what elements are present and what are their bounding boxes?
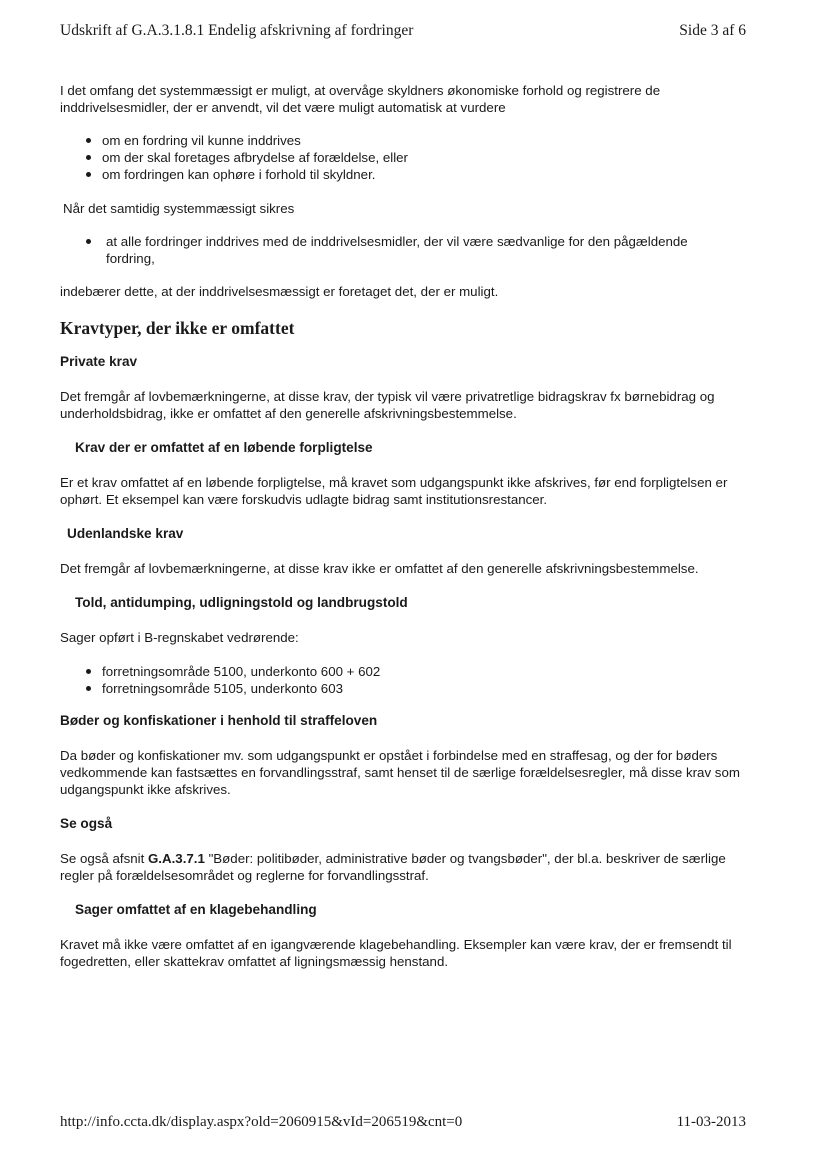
se-ogsaa-heading: Se også [60, 816, 113, 831]
document-body [60, 82, 750, 970]
klage-text: Kravet må ikke være omfattet af en igangværende klagebehandling. Eksempler kan være krav, der er fremsendt til fogedretten, eller skattekrav omfattet af ligningsmæssig henstand. [60, 937, 732, 969]
loebende-heading: Krav der er omfattet af en løbende forpligtelse [75, 440, 373, 455]
intro-paragraph-3: indebærer dette, at der inddrivelsesmæssigt er foretaget det, der er muligt. [60, 284, 499, 299]
klage-heading: Sager omfattet af en klagebehandling [75, 902, 317, 917]
intro-bullet-list-2 [60, 233, 750, 267]
list-item: forretningsområde 5105, underkonto 603 [60, 680, 750, 697]
list-item: at alle fordringer inddrives med de inddrivelsesmidler, der vil være sædvanlige for den pågældende fordring, [60, 233, 750, 267]
told-heading: Told, antidumping, udligningstold og landbrugstold [75, 595, 408, 610]
private-krav-heading: Private krav [60, 354, 138, 369]
told-text: Sager opført i B-regnskabet vedrørende: [60, 630, 299, 645]
loebende-text: Er et krav omfattet af en løbende forpligtelse, må kravet som udgangspunkt ikke afskrives, før end forpligtelsen er ophørt. Et eksempel kan være forskudvis udlagte bidrag samt institutionsrestancer. [60, 475, 728, 507]
intro-paragraph-2: Når det samtidig systemmæssigt sikres [63, 201, 295, 216]
se-ogsaa-text: Se også afsnit G.A.3.7.1 "Bøder: politibøder, administrative bøder og tvangsbøder", der bl.a. beskriver de særlige regler på forældelsesområdet og reglerne for forvandlingsstraf. [60, 851, 726, 883]
document-title: Udskrift af G.A.3.1.8.1 Endelig afskrivning af fordringer [60, 22, 414, 39]
told-bullet-list [60, 663, 750, 697]
cross-reference: G.A.3.7.1 [147, 851, 205, 866]
print-date: 11-03-2013 [676, 1114, 746, 1130]
source-url: http://info.ccta.dk/display.aspx?old=2060915&vId=206519&cnt=0 [60, 1114, 463, 1130]
list-item: om der skal foretages afbrydelse af forældelse, eller [60, 149, 750, 166]
list-item: om en fordring vil kunne inddrives [60, 132, 750, 149]
udenlandske-text: Det fremgår af lovbemærkningerne, at disse krav ikke er omfattet af den generelle afskrivningsbestemmelse. [60, 561, 699, 576]
boeder-heading: Bøder og konfiskationer i henhold til straffeloven [60, 713, 378, 728]
print-header [60, 22, 746, 40]
udenlandske-heading: Udenlandske krav [67, 526, 184, 541]
intro-paragraph: I det omfang det systemmæssigt er muligt, at overvåge skyldners økonomiske forhold og registrere de inddrivelsesmidler, der er anvendt, vil det være muligt automatisk at vurdere [60, 83, 661, 115]
intro-bullet-list [60, 132, 750, 183]
section-heading: Kravtyper, der ikke er omfattet [60, 318, 295, 338]
print-footer [60, 1114, 746, 1131]
list-item: om fordringen kan ophøre i forhold til skyldner. [60, 166, 750, 183]
boeder-text: Da bøder og konfiskationer mv. som udgangspunkt er opstået i forbindelse med en straffesag, og der for bøders vedkommende kan fastsættes en forvandlingsstraf, samt henset til de særlige forældelsesregler, må disse krav som udgangspunkt ikke afskrives. [60, 748, 740, 797]
private-krav-text: Det fremgår af lovbemærkningerne, at disse krav, der typisk vil være privatretlige bidragskrav fx børnebidrag og underholdsbidrag, ikke er omfattet af den generelle afskrivningsbestemmelse. [60, 389, 715, 421]
list-item: forretningsområde 5100, underkonto 600 + 602 [60, 663, 750, 680]
page-number: Side 3 af 6 [679, 22, 746, 39]
